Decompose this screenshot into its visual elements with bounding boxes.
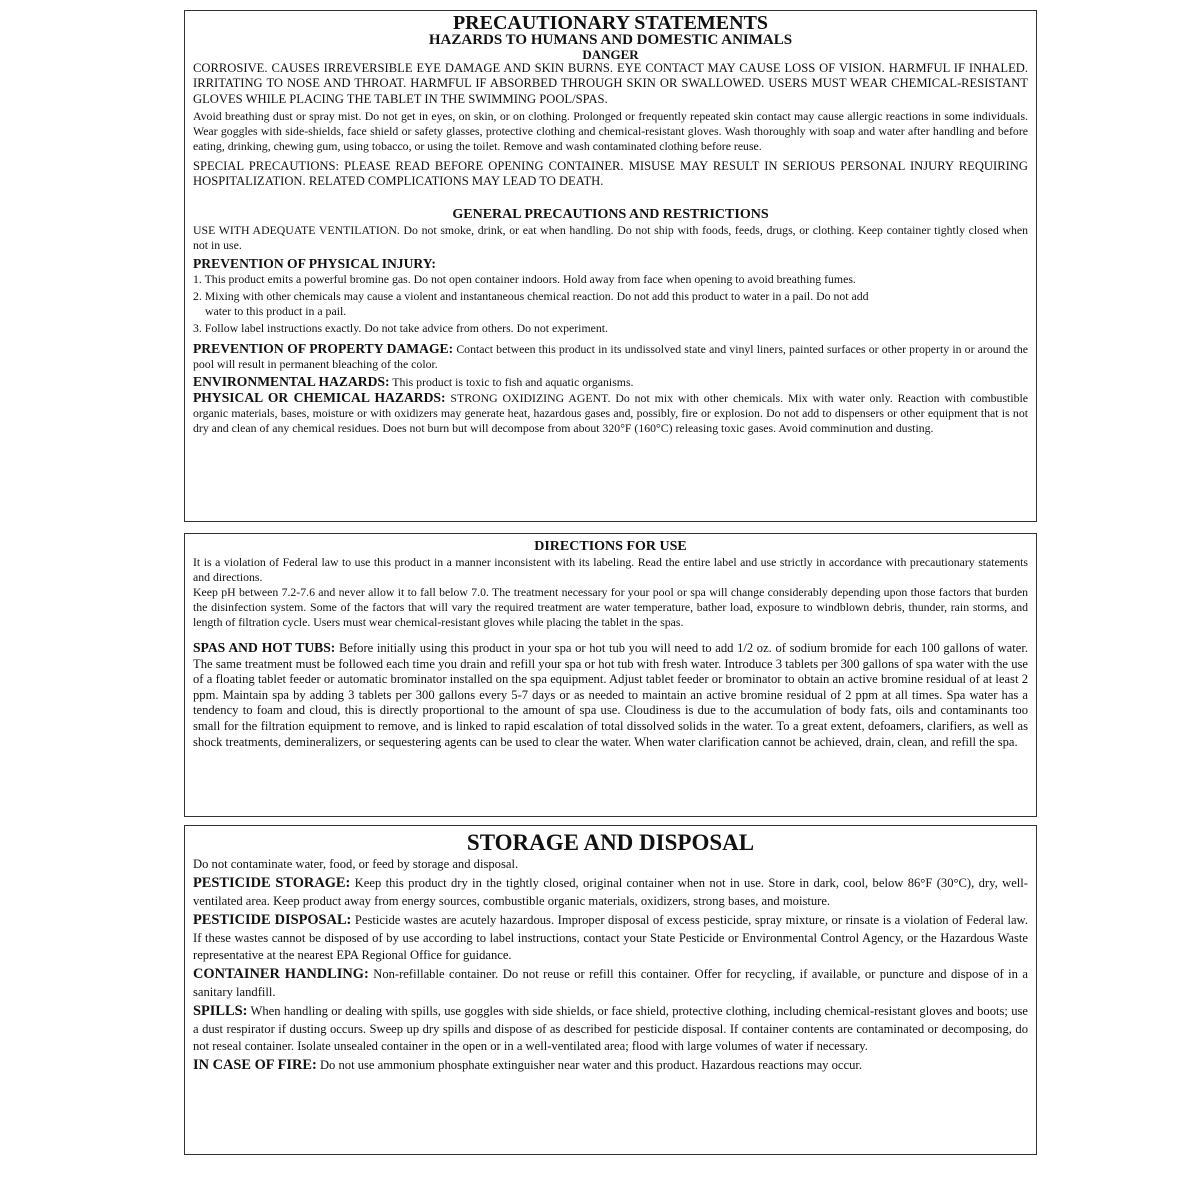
- handling-instructions: Avoid breathing dust or spray mist. Do not get in eyes, on skin, or on clothing. Prolonged or frequently repeated skin contact may cause allergic reactions in some individuals. Wear goggles with side-shields, face shield or safety glasses, protective clothing and chemical-resistant gloves. Wash thoroughly with soap and water after handling and before eating, drinking, chewing gum, using tobacco, or using the toilet. Remove and wash contaminated clothing before reuse.: [193, 108, 1028, 153]
- property-damage-section: [193, 341, 1028, 372]
- chemical-hazards-section: [193, 390, 1028, 436]
- injury-item: 2. Mixing with other chemicals may cause a violent and instantaneous chemical reaction. Do not add this product to water in a pail. Do not add: [193, 289, 869, 304]
- fire-section: [193, 1057, 863, 1074]
- storage-title: STORAGE AND DISPOSAL: [466, 830, 755, 855]
- chemical-hazards-title: PHYSICAL OR CHEMICAL HAZARDS:: [193, 390, 446, 406]
- container-handling-title: CONTAINER HANDLING:: [193, 966, 369, 983]
- fire-text: Do not use ammonium phosphate extinguisher near water and this product. Hazardous reactions may occur.: [319, 1058, 863, 1073]
- fire-title: IN CASE OF FIRE:: [193, 1057, 317, 1074]
- general-precautions-title: GENERAL PRECAUTIONS AND RESTRICTIONS: [452, 207, 769, 223]
- environmental-hazards-section: [193, 374, 1028, 390]
- precautionary-title: PRECAUTIONARY STATEMENTS: [452, 12, 769, 34]
- signal-word: DANGER: [582, 47, 639, 62]
- storage-disposal-panel: [184, 825, 1037, 1155]
- injury-item: 3. Follow label instructions exactly. Do not take advice from others. Do not experiment.: [193, 321, 608, 336]
- container-handling-text: Non-refillable container. Do not reuse or refill this container. Offer for recycling, if available, or puncture and dispose of in a sanitary landfill.: [193, 967, 1028, 999]
- spas-hot-tubs-title: SPAS AND HOT TUBS:: [193, 640, 336, 655]
- hazards-subtitle: HAZARDS TO HUMANS AND DOMESTIC ANIMALS: [428, 32, 793, 48]
- environmental-hazards-title: ENVIRONMENTAL HAZARDS:: [193, 374, 390, 390]
- spills-section: [193, 1003, 1028, 1055]
- chemical-hazards-text: STRONG OXIDIZING AGENT. Do not mix with other chemicals. Mix with water only. Reaction with combustible organic materials, bases, moisture or with oxidizers may generate heat, hazardous gases and, possibly, fire or explosion. Do not add to dispensers or other equipment that is not dry and clean of any chemical residues. Does not burn but will decompose from about 320°F (160°C) releasing toxic gases. Avoid comminution and dusting.: [193, 391, 1029, 436]
- physical-injury-title: PREVENTION OF PHYSICAL INJURY:: [193, 256, 436, 272]
- precautionary-statements-panel: [184, 10, 1037, 522]
- injury-item: 1. This product emits a powerful bromine gas. Do not open container indoors. Hold away from face when opening to avoid breathing fumes.: [193, 272, 856, 287]
- federal-law-notice: It is a violation of Federal law to use this product in a manner inconsistent with its labeling. Read the entire label and use strictly in accordance with precautionary statements and directions.: [193, 555, 1028, 584]
- special-precautions: SPECIAL PRECAUTIONS: PLEASE READ BEFORE OPENING CONTAINER. MISUSE MAY RESULT IN SERIOUS PERSONAL INJURY REQUIRING HOSPITALIZATION. RELATED COMPLICATIONS MAY LEAD TO DEATH.: [193, 158, 1028, 189]
- spas-hot-tubs-section: [193, 640, 1028, 750]
- spas-hot-tubs-text: Before initially using this product in your spa or hot tub you will need to add 1/2 oz. of sodium bromide for each 100 gallons of water. The same treatment must be followed each time you drain and refill your spa or hot tub with fresh water. Introduce 3 tablets per 300 gallons of spa water with the use of a floating tablet feeder or automatic brominator installed on the spa equipment. Adjust tablet feeder or brominator to obtain an active bromine residual of at least 2 ppm. Maintain spa by adding 3 tablets per 300 gallons every 5-7 days or as needed to maintain an active bromine residual of 2 ppm at all times. Spa water has a tendency to foam and cloud, this is directly proportional to the amount of spa use. Cloudiness is due to the accumulation of body fats, oils and contaminants too small for the filtration equipment to remove, and is linked to rapid escalation of total dissolved solids in the water. To a great extent, defoamers, clarifiers, as well as shock treatments, demineralizers, or sequestering agents can be used to clear the water. When water clarification cannot be achieved, drain, clean, and refill the spa.: [193, 641, 1028, 749]
- pesticide-storage-text: Keep this product dry in the tightly closed, original container when not in use. Store in dark, cool, below 86°F (30°C), dry, well-ventilated area. Keep product away from energy sources, combustible organic materials, oxidizers, strong bases, and moisture.: [193, 876, 1028, 908]
- spills-title: SPILLS:: [193, 1003, 248, 1020]
- property-damage-title: PREVENTION OF PROPERTY DAMAGE:: [193, 341, 454, 357]
- pesticide-disposal-section: [193, 912, 1028, 964]
- pesticide-disposal-text: Pesticide wastes are acutely hazardous. Improper disposal of excess pesticide, spray mixture, or rinsate is a violation of Federal law. If these wastes cannot be disposed of by use according to label instructions, contact your State Pesticide or Environmental Control Agency, or the Hazardous Waste representative at the nearest EPA Regional Office for guidance.: [193, 913, 1028, 963]
- general-precautions-text: USE WITH ADEQUATE VENTILATION. Do not smoke, drink, or eat when handling. Do not ship with foods, feeds, drugs, or clothing. Keep container tightly closed when not in use.: [193, 223, 1028, 253]
- pesticide-storage-title: PESTICIDE STORAGE:: [193, 875, 351, 892]
- directions-for-use-panel: [184, 533, 1037, 817]
- property-damage-text: Contact between this product in its undissolved state and vinyl liners, painted surfaces or other property in or around the pool will result in permanent bleaching of the color.: [193, 342, 1029, 372]
- ph-guidance: Keep pH between 7.2-7.6 and never allow it to fall below 7.0. The treatment necessary for your pool or spa will change considerably depending upon those factors that burden the disinfection system. Some of the factors that will vary the required treatment are water temperature, bather load, exposure to windblown debris, thunder, rain storms, and length of filtration cycle. Users must wear chemical-resistant gloves while placing the tablet in the spas.: [193, 585, 1028, 629]
- pesticide-disposal-title: PESTICIDE DISPOSAL:: [193, 912, 352, 929]
- container-handling-section: [193, 966, 1028, 1001]
- corrosive-warning: CORROSIVE. CAUSES IRREVERSIBLE EYE DAMAGE AND SKIN BURNS. EYE CONTACT MAY CAUSE LOSS OF VISION. HARMFUL IF INHALED. IRRITATING TO NOSE AND THROAT. HARMFUL IF ABSORBED THROUGH SKIN OR SWALLOWED. USERS MUST WEAR CHEMICAL-RESISTANT GLOVES WHILE PLACING THE TABLET IN THE SWIMMING POOL/SPAS.: [193, 61, 1028, 106]
- spills-text: When handling or dealing with spills, use goggles with side shields, or face shield, protective clothing, including chemical-resistant gloves and boots; use a dust respirator if dusting occurs. Sweep up dry spills and dispose of as described for pesticide disposal. If container contents are contaminated or decomposing, do not reseal container. Isolate unsealed container in the open or in a well-ventilated area; flood with large volumes of water if necessary.: [193, 1004, 1028, 1054]
- environmental-hazards-text: This product is toxic to fish and aquatic organisms.: [392, 375, 634, 390]
- directions-title: DIRECTIONS FOR USE: [534, 539, 687, 554]
- pesticide-storage-section: [193, 875, 1028, 910]
- storage-intro: Do not contaminate water, food, or feed by storage and disposal.: [193, 857, 519, 871]
- injury-item: water to this product in a pail.: [205, 304, 347, 319]
